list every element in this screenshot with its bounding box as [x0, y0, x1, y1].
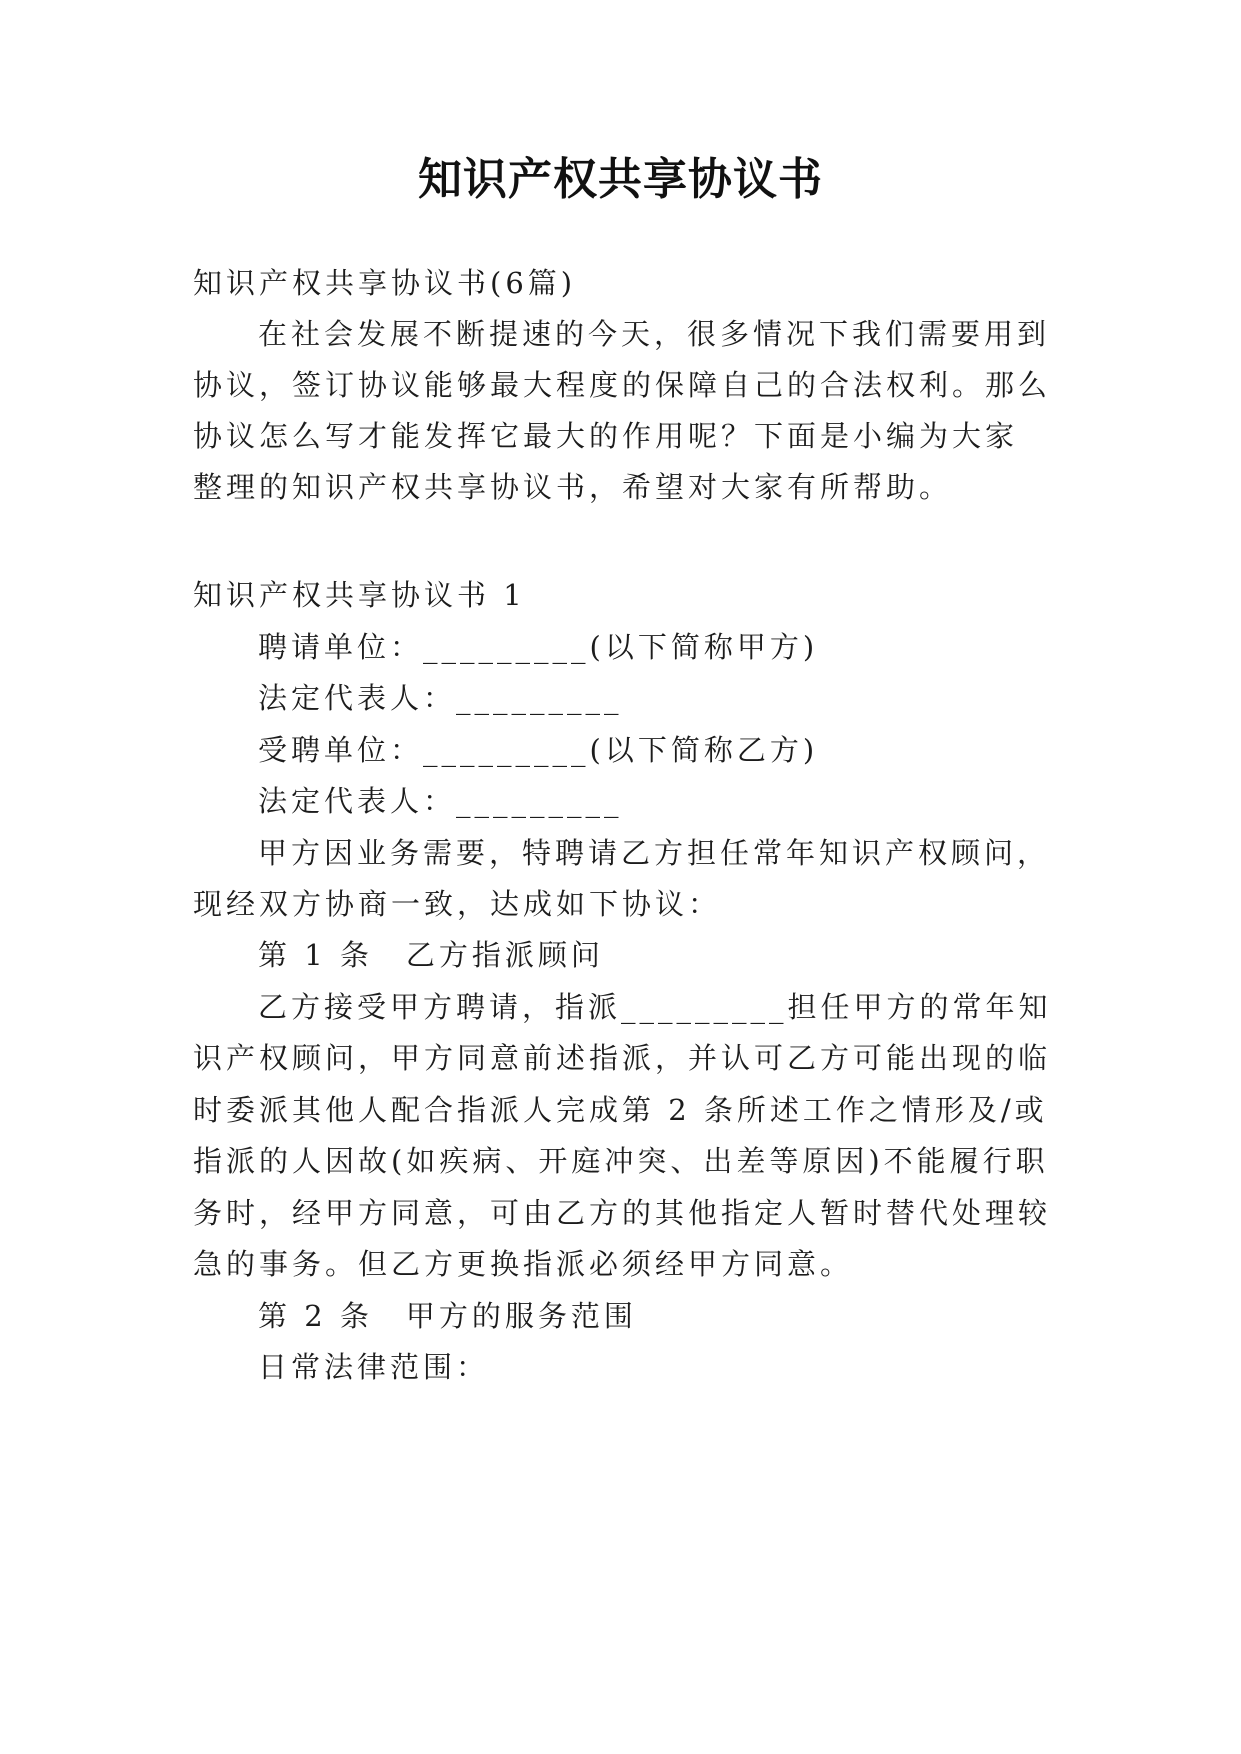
- article-1-line: 时委派其他人配合指派人完成第 2 条所述工作之情形及/或: [193, 1093, 1048, 1127]
- intro-line: 在社会发展不断提速的今天，很多情况下我们需要用到: [258, 317, 1051, 351]
- preamble-line: 甲方因业务需要，特聘请乙方担任常年知识产权顾问，: [258, 836, 1051, 870]
- party-line: 受聘单位：_________(以下简称乙方): [258, 733, 819, 767]
- article-1-line: 务时，经甲方同意，可由乙方的其他指定人暂时替代处理较: [193, 1196, 1052, 1230]
- party-line: 法定代表人：_________: [258, 681, 623, 715]
- intro-line: 协议怎么写才能发挥它最大的作用呢？下面是小编为大家: [193, 419, 1019, 453]
- document-title: 知识产权共享协议书: [418, 154, 823, 205]
- intro-line: 协议，签订协议能够最大程度的保障自己的合法权利。那么: [193, 368, 1052, 402]
- article-1-title: 第 1 条 乙方指派顾问: [258, 938, 604, 972]
- party-line: 聘请单位：_________(以下简称甲方): [258, 630, 819, 664]
- preamble-line: 现经双方协商一致，达成如下协议：: [193, 887, 722, 921]
- article-1-line: 急的事务。但乙方更换指派必须经甲方同意。: [193, 1247, 854, 1281]
- article-2-subheading: 日常法律范围：: [258, 1350, 490, 1384]
- article-1-line: 识产权顾问，甲方同意前述指派，并认可乙方可能出现的临: [193, 1041, 1052, 1075]
- intro-line: 整理的知识产权共享协议书，希望对大家有所帮助。: [193, 470, 953, 504]
- section-heading: 知识产权共享协议书 1: [193, 578, 526, 612]
- article-2-title: 第 2 条 甲方的服务范围: [258, 1299, 637, 1333]
- article-1-line: 乙方接受甲方聘请，指派_________担任甲方的常年知: [258, 990, 1052, 1024]
- party-line: 法定代表人：_________: [258, 784, 623, 818]
- document-subtitle: 知识产权共享协议书(6篇): [193, 266, 577, 300]
- article-1-line: 指派的人因故(如疾病、开庭冲突、出差等原因)不能履行职: [193, 1144, 1049, 1178]
